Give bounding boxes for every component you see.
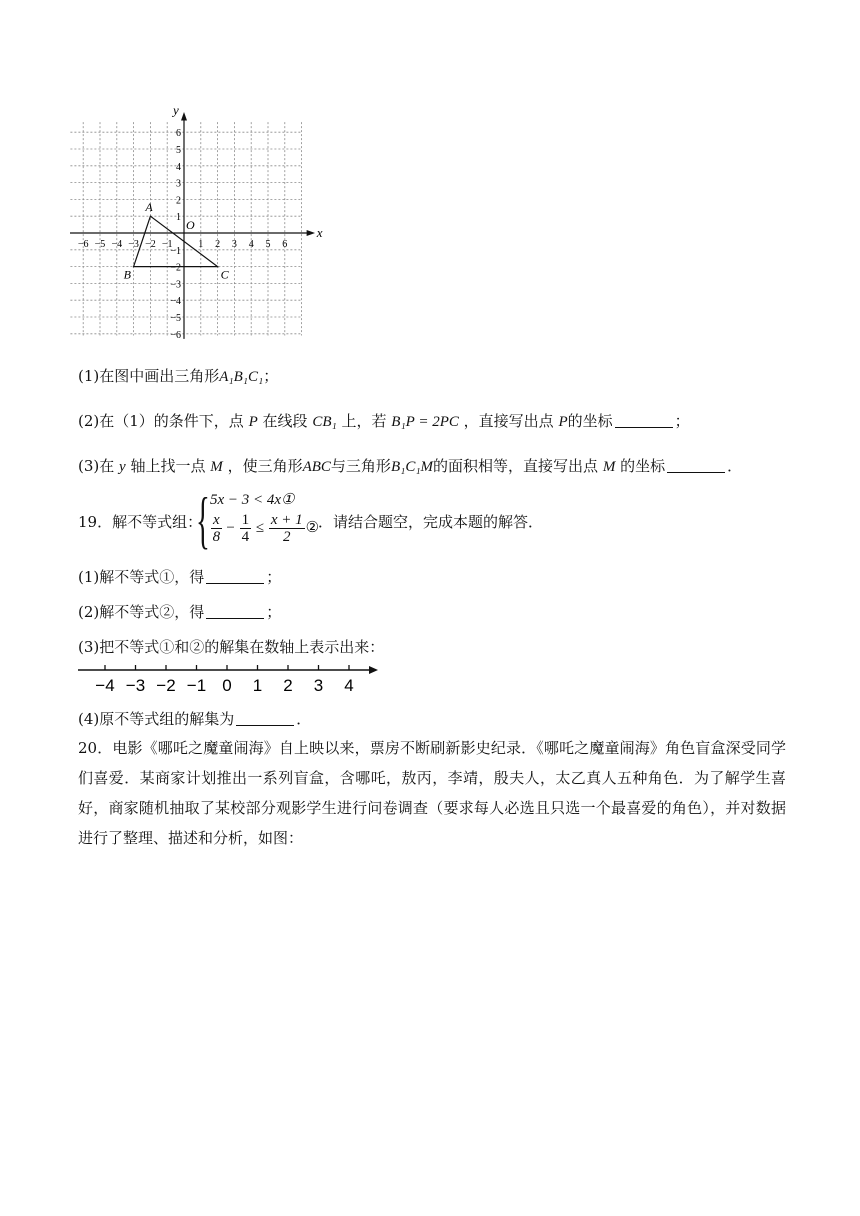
frac-x-plus-1-over-2 <box>269 512 305 545</box>
q18-p3-text-c: ，使三角形 <box>227 457 303 475</box>
answer-blank[interactable] <box>615 413 673 428</box>
inequality-2 <box>210 512 319 545</box>
y-tick-label: 2 <box>176 195 181 207</box>
q18-p3-abc: ABC <box>302 459 331 475</box>
q19-step4 <box>78 709 788 729</box>
q19-step2 <box>78 602 788 622</box>
number-line-tick-label: 4 <box>344 676 354 695</box>
q19-lead-text: 19．解不等式组： <box>78 513 203 531</box>
q18-p3-y: y <box>119 459 126 475</box>
x-axis-label: x <box>316 225 323 240</box>
x-tick-label: −6 <box>77 239 89 250</box>
inequality-system <box>196 484 320 556</box>
system-brace: { <box>196 484 210 555</box>
inequality-1: 5x − 3 < 4x① <box>210 492 295 508</box>
frac-den: 8 <box>212 529 221 545</box>
y-tick-label: −4 <box>170 296 181 308</box>
q18-p2-text-b: 在线段 <box>262 412 308 430</box>
number-line <box>78 660 382 696</box>
q18-p1-triangle: A₁B₁C₁ <box>219 369 264 385</box>
q19-s4-end: ． <box>296 710 312 728</box>
y-tick-label: −3 <box>170 279 181 291</box>
point-label-c: C <box>220 267 229 282</box>
number-line-tick-label: −3 <box>125 676 146 695</box>
tick-labels <box>78 128 287 341</box>
number-line-tick-label: 3 <box>313 676 324 695</box>
le-sign: ≤ <box>255 519 265 536</box>
x-tick-label: −1 <box>161 239 173 250</box>
x-tick-label: 6 <box>282 239 288 250</box>
answer-blank[interactable] <box>236 711 294 726</box>
number-line-arrow <box>369 666 378 674</box>
point-label-a: A <box>145 200 153 215</box>
number-line-tick-label: 2 <box>283 676 293 695</box>
x-tick-label: 5 <box>265 239 271 250</box>
x-tick-label: 1 <box>198 239 204 250</box>
q18-part2 <box>78 411 788 432</box>
y-axis-arrow <box>181 112 187 120</box>
number-line-tick-label: −1 <box>186 676 207 695</box>
frac-num: x + 1 <box>270 512 303 528</box>
q18-p2-text-c: 上，若 <box>341 412 387 430</box>
q19-step1 <box>78 567 788 587</box>
y-tick-label: 4 <box>176 161 181 173</box>
circled-2: ② <box>305 519 320 536</box>
y-tick-label: 6 <box>176 128 181 140</box>
y-tick-label: −6 <box>170 329 181 341</box>
y-tick-label: −5 <box>170 313 181 324</box>
q18-part3 <box>78 456 788 477</box>
x-tick-label: −3 <box>128 239 139 250</box>
point-label-b: B <box>123 267 131 282</box>
y-axis-label: y <box>173 104 179 118</box>
x-tick-label: 2 <box>215 239 221 250</box>
q18-p2-text-e: 的坐标 <box>567 412 613 430</box>
frac-den: 4 <box>241 529 250 545</box>
number-line-tick-label: −4 <box>95 676 115 695</box>
q18-p3-text-d: 与三角形 <box>330 457 391 475</box>
q19-s4-text: (4)原不等式组的解集为 <box>78 710 235 728</box>
frac-1-over-4 <box>240 512 252 545</box>
answer-blank[interactable] <box>667 458 725 473</box>
number-line-tick-label: −2 <box>156 676 176 695</box>
y-tick-label: 1 <box>176 212 181 224</box>
q18-p2-end: ； <box>674 412 690 430</box>
q20-paragraph: 20．电影《哪吒之魔童闹海》自上映以来，票房不断刷新影史纪录．《哪吒之魔童闹海》角色盲盒深受同学们喜爱．某商家计划推出一系列盲盒，含哪吒，敖丙，李靖，殷夫人，太乙真人五种角色．为了解学生喜好，商家随机抽取了某校部分观影学生进行问卷调查（要求每人必选且只选一个最喜爱的角色），并对数据进行了整理、描述和分析，如图： <box>78 739 786 847</box>
q19-tail <box>318 512 788 532</box>
q18-p3-text-a: (3)在 <box>78 457 115 475</box>
q18-p2-segment: CB₁ <box>312 414 337 430</box>
origin-label: O <box>186 218 195 232</box>
q18-p3-m: M <box>210 459 223 475</box>
q18-p2-point-p2: P <box>558 414 568 430</box>
y-tick-label: 5 <box>176 145 181 156</box>
q18-p1-text: (1)在图中画出三角形 <box>78 367 220 385</box>
q18-p2-point-p: P <box>248 414 258 430</box>
q19-s2-end: ； <box>266 603 282 621</box>
q19-s3-text: (3)把不等式①和②的解集在数轴上表示出来： <box>78 638 385 656</box>
minus-sign: − <box>226 519 235 536</box>
y-tick-label: 3 <box>176 178 181 190</box>
y-tick-label: −2 <box>170 262 181 274</box>
answer-blank[interactable] <box>206 604 264 619</box>
coordinate-plane-figure <box>70 104 340 350</box>
frac-x-over-8 <box>211 512 222 545</box>
q19-s1-end: ； <box>266 568 282 586</box>
x-tick-label: 3 <box>231 239 237 250</box>
q18-p3-text-e: 的面积相等，直接写出点 <box>433 457 599 475</box>
frac-num: 1 <box>241 512 250 528</box>
q18-p3-text-b: 轴上找一点 <box>130 457 206 475</box>
frac-num: x <box>213 512 220 528</box>
q19-s2-text: (2)解不等式②，得 <box>78 603 205 621</box>
q18-p2-text-d: ，直接写出点 <box>463 412 554 430</box>
x-tick-label: 4 <box>248 239 254 250</box>
number-line-tick-label: 0 <box>222 676 232 695</box>
q18-p3-text-f: 的坐标 <box>620 457 666 475</box>
x-axis-arrow <box>307 230 315 236</box>
answer-blank[interactable] <box>206 569 264 584</box>
y-tick-label: −1 <box>170 245 181 257</box>
q18-p3-end: ． <box>727 457 743 475</box>
q18-p2-text-a: (2)在（1）的条件下，点 <box>78 412 244 430</box>
number-line-tick-label: 1 <box>252 676 263 695</box>
x-tick-label: −5 <box>94 239 106 250</box>
q19-step3 <box>78 637 788 657</box>
q18-p2-equation: B₁P = 2PC <box>391 414 459 430</box>
x-tick-label: −2 <box>145 239 156 250</box>
q18-p3-triangle: B₁C₁M <box>390 459 434 475</box>
x-tick-label: −4 <box>111 239 123 250</box>
q19-s1-text: (1)解不等式①，得 <box>78 568 205 586</box>
q18-p1-end: ； <box>263 367 279 385</box>
frac-den: 2 <box>283 529 291 545</box>
q18-p3-m2: M <box>602 459 616 475</box>
q19-tail-text: ．请结合题空，完成本题的解答． <box>318 513 544 531</box>
q18-part1 <box>78 366 788 387</box>
